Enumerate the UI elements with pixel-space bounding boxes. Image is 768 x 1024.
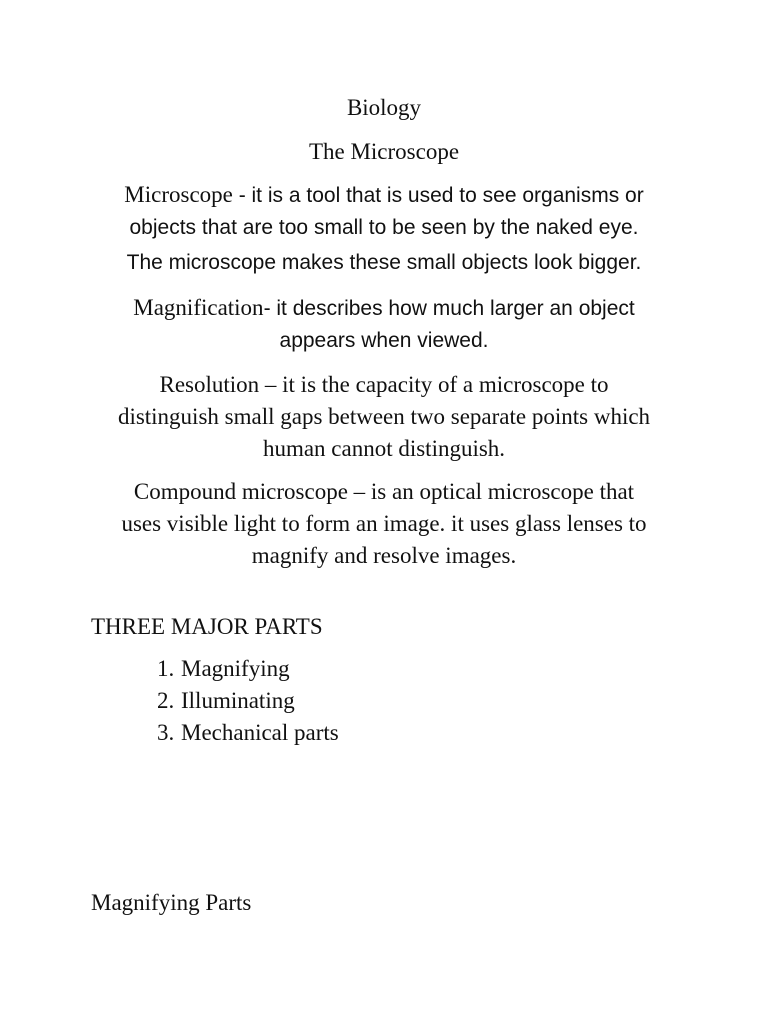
definition-text: - it describes how much larger an object [263,297,635,320]
definition-text: – is an optical microscope that [347,479,635,504]
definition-compound-line-3: magnify and resolve images. [251,543,517,568]
list-number: 3. [157,720,175,745]
definition-term: Microscope [124,182,233,207]
parts-list [157,653,339,749]
list-label: Mechanical parts [181,720,339,745]
list-number: 2. [157,688,175,713]
definition-text: – it is the capacity of a microscope to [259,372,609,397]
definition-term: Compound microscope [133,479,348,504]
list-item [157,685,339,717]
definition-term: Magnification [133,295,264,320]
definition-microscope-line-1 [0,179,768,212]
definition-compound-line-2: uses visible light to form an image. it uses glass lenses to [121,511,647,536]
definition-resolution-line-3: human cannot distinguish. [262,436,506,461]
definition-microscope-line-3: The microscope makes these small objects look bigger. [126,251,642,274]
definition-resolution-line-1 [0,369,768,401]
list-item [157,653,339,685]
definition-magnification-line-2: appears when viewed. [279,329,489,352]
list-item [157,717,339,749]
section-heading: Magnifying Parts [91,890,252,915]
parts-heading: THREE MAJOR PARTS [91,614,323,639]
list-number: 1. [157,656,175,681]
page-title: The Microscope [308,139,460,164]
definition-compound-line-1 [0,476,768,508]
definition-text: - it is a tool that is used to see organisms or [232,184,644,207]
definition-magnification-line-1 [0,292,768,325]
definition-microscope-line-2: objects that are too small to be seen by the naked eye. [129,216,639,239]
subject-heading: Biology [346,95,422,120]
list-label: Illuminating [181,688,295,713]
definition-resolution-line-2: distinguish small gaps between two separate points which [117,404,651,429]
list-label: Magnifying [181,656,290,681]
definition-term: Resolution [159,372,260,397]
